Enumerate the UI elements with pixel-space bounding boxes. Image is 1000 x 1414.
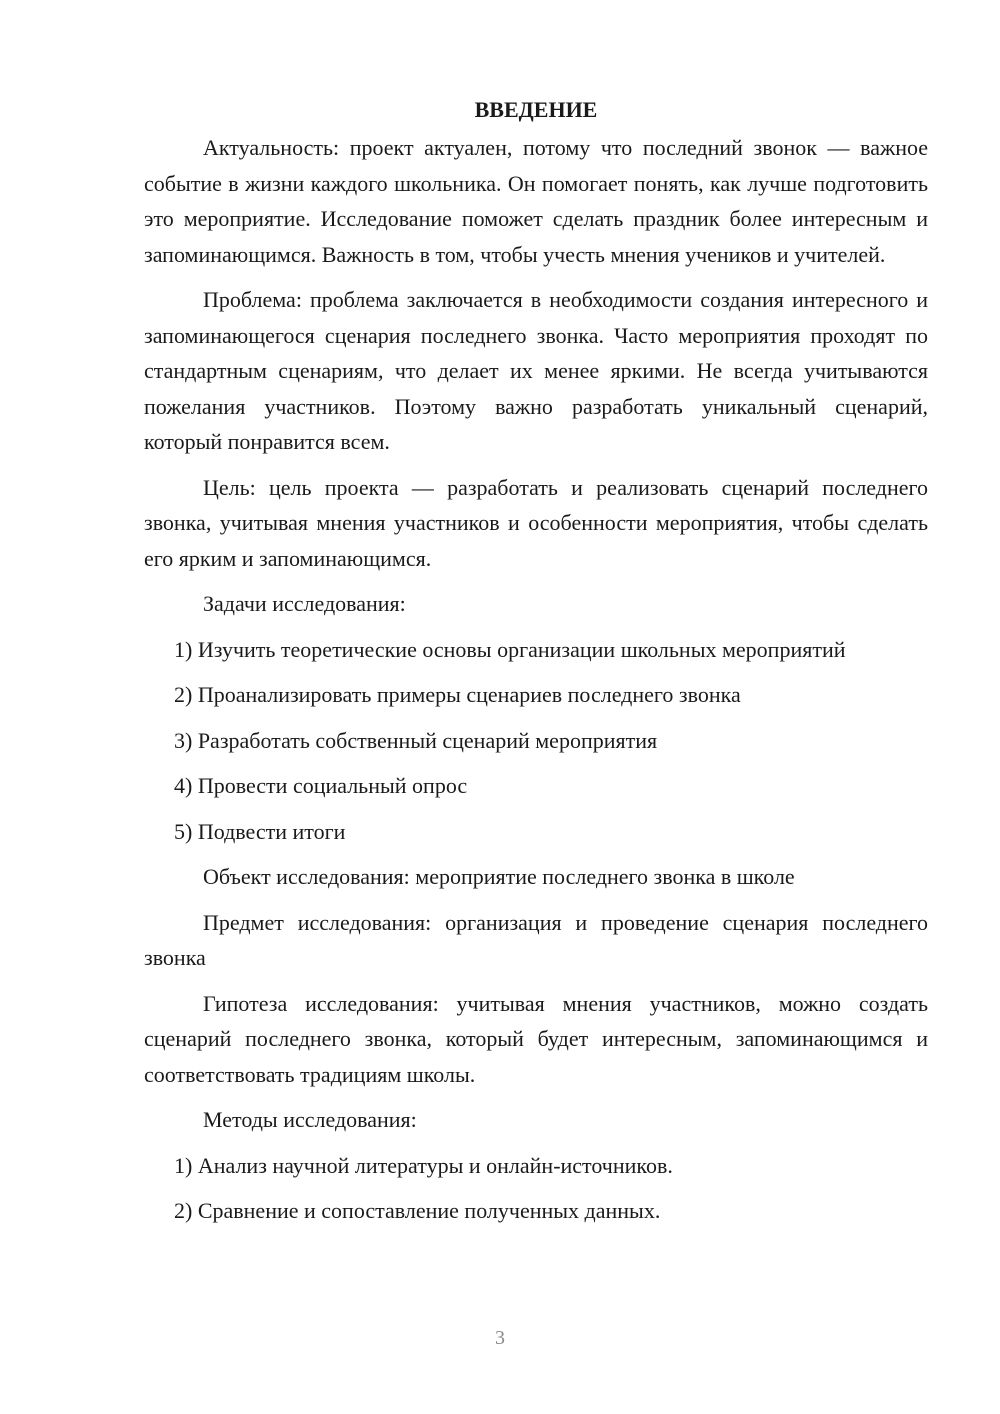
page-title: ВВЕДЕНИЕ: [474, 97, 598, 122]
document-page: [144, 92, 928, 1239]
goal-paragraph: Цель: цель проекта — разработать и реализовать сценарий последнего звонка, учитывая мнения участников и особенности мероприятия, чтобы сделать его ярким и запоминающимся.: [144, 474, 928, 571]
problem-paragraph: Проблема: проблема заключается в необходимости создания интересного и запоминающегося сценария последнего звонка. Часто мероприятия проходят по стандартным сценариям, что делает их менее яркими. Не всегда учитываются пожелания участников. Поэтому важно разработать уникальный сценарий, который понравится всем.: [144, 287, 928, 454]
task-item-3: 3) Разработать собственный сценарий мероприятия: [174, 727, 658, 753]
method-item-1: 1) Анализ научной литературы и онлайн-источников.: [174, 1152, 673, 1178]
task-item-1: 1) Изучить теоретические основы организации школьных мероприятий: [174, 636, 846, 662]
subject-paragraph: Предмет исследования: организация и проведение сценария последнего звонка: [144, 909, 928, 970]
tasks-title: Задачи исследования:: [203, 591, 406, 616]
task-item-5: 5) Подвести итоги: [174, 818, 346, 844]
relevance-paragraph: Актуальность: проект актуален, потому что последний звонок — важное событие в жизни каждого школьника. Он помогает понять, как лучше подготовить это мероприятие. Исследование поможет сделать праздник более интересным и запоминающимся. Важность в том, чтобы учесть мнения учеников и учителей.: [144, 135, 928, 267]
methods-title: Методы исследования:: [203, 1107, 417, 1132]
task-item-2: 2) Проанализировать примеры сценариев последнего звонка: [174, 682, 741, 707]
page-number: 3: [495, 1327, 505, 1349]
task-item-4: 4) Провести социальный опрос: [174, 773, 468, 798]
method-item-2: 2) Сравнение и сопоставление полученных данных.: [174, 1198, 661, 1223]
object-paragraph: Объект исследования: мероприятие последнего звонка в школе: [203, 864, 795, 889]
hypothesis-paragraph: Гипотеза исследования: учитывая мнения участников, можно создать сценарий последнего звонка, который будет интересным, запоминающимся и соответствовать традициям школы.: [144, 990, 928, 1087]
